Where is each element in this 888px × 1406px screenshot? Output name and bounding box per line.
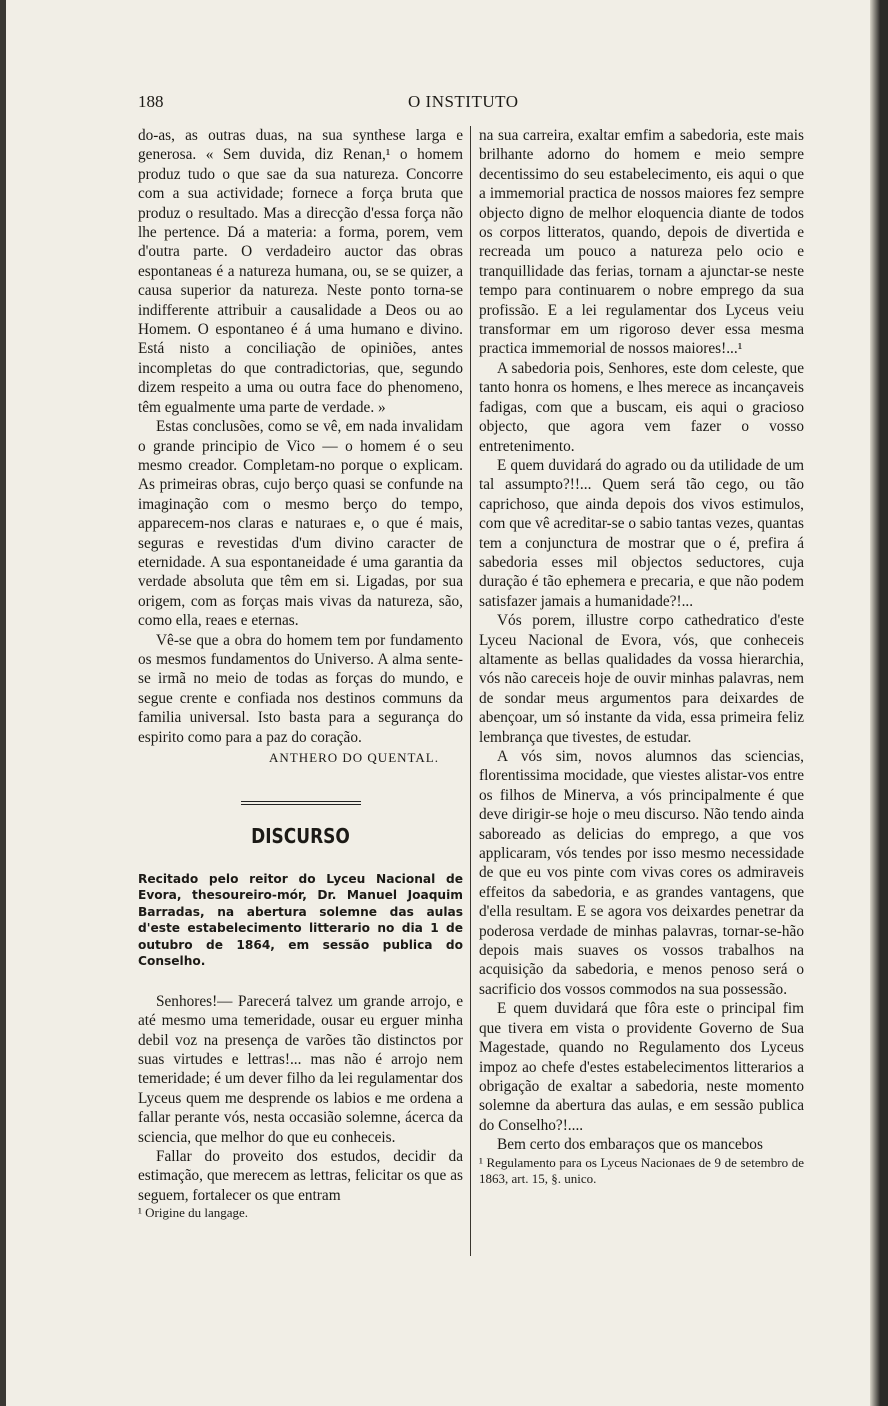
paragraph: Senhores!— Parecerá talvez um grande arrojo, e até mesmo uma temeridade, ousar eu erguer minha debil voz na presença de varões tão distinctos por suas virtudes e lettras!... mas não é arrojo nem temeridade; é um dever filho da lei regulamentar dos Lyceus quem me desprende os labios e me ordena a fallar perante vós, nesta occasião solemne, ácerca da sciencia, que melhor do que eu conheceis. <box>138 992 463 1146</box>
column-rule <box>470 126 471 1256</box>
paragraph: Vós porem, illustre corpo cathedratico d'este Lyceu Nacional de Evora, vós, que conheceis altamente as bellas qualidades da vossa hierarchia, vós não careceis hoje de ouvir minhas palavras, nem de sondar meus argumentos para deixardes de abençoar, um só instante da vida, essa primeira feliz lembrança que tivestes, de estudar. <box>479 612 804 746</box>
left-column <box>138 126 463 1221</box>
footnote: ¹ Regulamento para os Lyceus Nacionaes de 9 de setembro de 1863, art. 15, §. unico. <box>479 1154 804 1186</box>
footnote: ¹ Origine du langage. <box>138 1205 249 1221</box>
paragraph: na sua carreira, exaltar emfim a sabedoria, este mais brilhante adorno do homem e meio sempre decentissimo do seu estabelecimento, eis aqui o que a immemorial practica de nossos maiores fez sempre objecto digno de melhor eloquencia diante de todos os corpos litteratos, quando, depois de divertida e recreada um pouco a natureza pelo ocio e tranquillidade das ferias, tornam a ajunctar-se neste tempo para continuarem o nobre emprego da sua profissão. E a lei regulamentar dos Lyceus veiu transformar em um rigoroso dever essa mesma practica immemorial de nossos maiores!...¹ <box>479 127 804 358</box>
paragraph: Bem certo dos embaraços que os mancebos <box>497 1136 763 1154</box>
paragraph: do-as, as outras duas, na sua synthese larga e generosa. « Sem duvida, diz Renan,¹ o homem produz tudo o que sae da sua natureza. Concorre com a sua actividade; fornece a força bruta que produz o resultado. Mas a direcção d'essa força não lhe pertence. Dá a materia: a forma, porem, vem d'outra parte. O verdadeiro auctor das obras espontaneas é a natureza humana, ou, se se quizer, a causa superior da natureza. Neste ponto torna-se indifferente attribuir a causalidade a Deos ou ao Homem. O espontaneo é á uma humano e divino. Está nisto a conciliação de opiniões, antes incompletas do que contradictorias, que, segundo dizem respeito a uma ou outra face do phenomeno, têm egualmente uma parte de verdade. » <box>138 127 463 416</box>
paragraph: Estas conclusões, como se vê, em nada invalidam o grande principio de Vico — o homem é o seu mesmo creador. Completam-no porque o explicam. As primeiras obras, cujo berço quasi se confunde na imaginação com o mesmo berço do tempo, apparecem-nos claras e naturaes e, o que é mais, seguras e revestidas d'um divino caracter de eternidade. A sua espontaneidade é uma garantia da verdade absoluta que têm em si. Ligadas, por sua origem, com as forças mais vivas da natureza, são, como ella, reaes e eternas. <box>138 418 463 630</box>
paragraph: E quem duvidará do agrado ou da utilidade de um tal assumpto?!!... Quem será tão cego, ou tão caprichoso, que ainda depois dos vivos estimulos, com que vê acreditar-se o sabio tantas vezes, quantas tem a conjunctura de mostrar que o é, prefira á sabedoria esses mil objectos seductores, cuja duração é tão ephemera e precaria, e que não podem satisfazer jamais a humanidade?!... <box>479 456 804 610</box>
scan-right-edge <box>870 0 880 1406</box>
author-signature: ANTHERO DO QUENTAL. <box>269 750 439 765</box>
page-number: 188 <box>138 92 164 111</box>
paragraph: A sabedoria pois, Senhores, este dom celeste, que tanto honra os homens, e lhes merece as incançaveis fadigas, com que a buscam, eis aqui o gracioso objecto, que agora vem fazer o vosso entretenimento. <box>479 359 804 455</box>
scan-left-border <box>0 0 6 1406</box>
section-divider <box>241 801 361 805</box>
paragraph: Vê-se que a obra do homem tem por fundamento os mesmos fundamentos do Universo. A alma sente-se irmã no meio de todas as forças do mundo, e segue crente e confiada nos destinos communs da familia universal. Isto basta para a segurança do espirito como para a paz do coração. <box>138 631 463 746</box>
running-title: O INSTITUTO <box>408 92 519 111</box>
right-column <box>479 126 804 1187</box>
paragraph: E quem duvidará que fôra este o principal fim que tivera em vista o providente Governo de Sua Magestade, quando no Regulamento dos Lyceus impoz ao chefe d'estes estabelecimentos litterarios a obrigação de exaltar a sabedoria, neste momento solemne da abertura das aulas, e em sessão publica do Conselho?!.... <box>479 1000 804 1134</box>
section-subtitle: Recitado pelo reitor do Lyceu Nacional de Evora, thesoureiro-mór, Dr. Manuel Joaquim Barradas, na abertura solemne das aulas d'este estabelecimento litterario no dia 1 de outubro de 1864, em sessão publica do Conselho. <box>138 871 463 969</box>
paragraph: Fallar do proveito dos estudos, decidir da estimação, que merecem as lettras, felicitar os que as seguem, fortalecer os que entram <box>138 1148 463 1204</box>
section-title: DISCURSO <box>251 824 350 849</box>
paragraph: A vós sim, novos alumnos das sciencias, florentissima mocidade, que viestes alistar-vos entre os filhos de Minerva, a vós principalmente é que deve dirigir-se hoje o meu discurso. Não tendo ainda saboreado as delicias do emprego, a que vos applicaram, vós tendes por isso mesmo necessidade de que eu vos pinte com vivas cores os admiraveis effeitos da sabedoria, e as grandes vantagens, que d'ella resultam. E se agora vos deixardes penetrar da poderosa verdade de minhas palavras, tornar-se-hão depois mais suaves os vossos trabalhos na acquisição da sabedoria, e menos penoso será o sacrificio dos vossos commodos na sua possessão. <box>479 748 804 998</box>
page-header <box>138 90 808 114</box>
